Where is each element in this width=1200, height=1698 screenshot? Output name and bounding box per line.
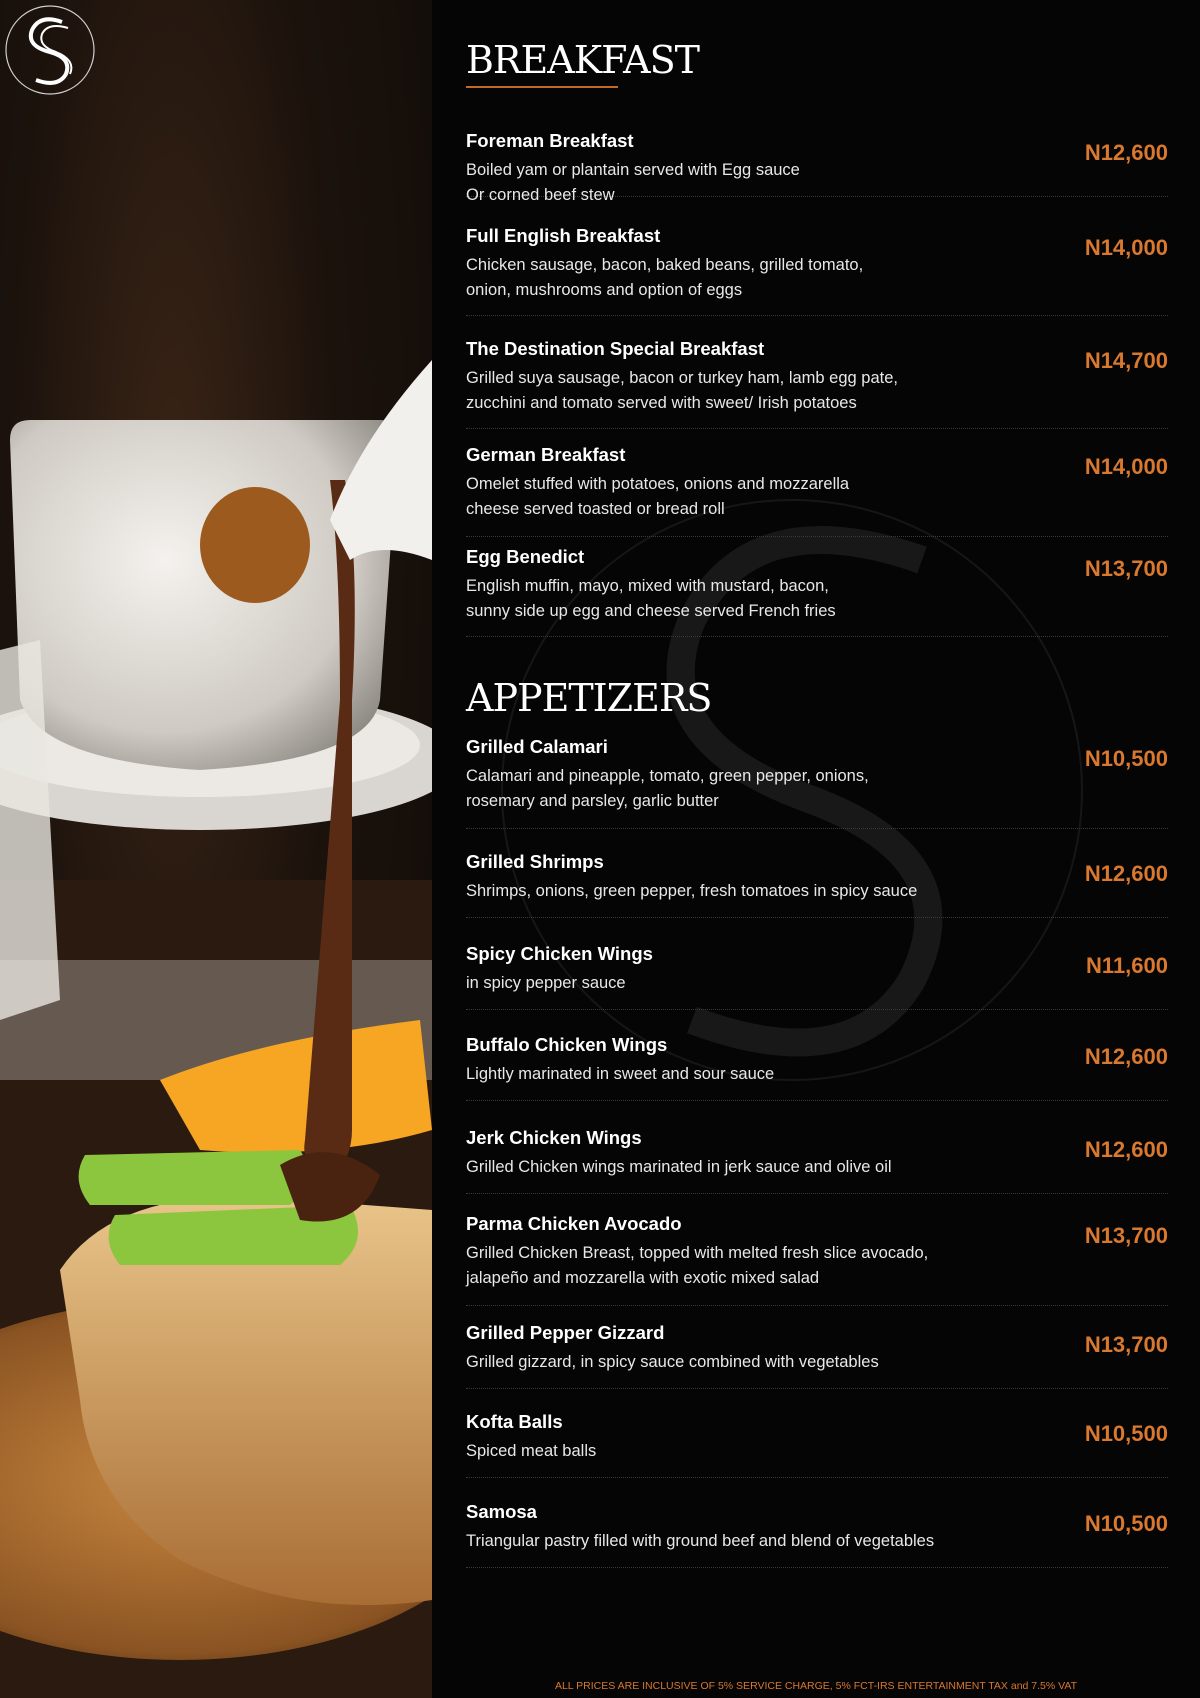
item-name: Grilled Pepper Gizzard <box>466 1322 665 1343</box>
item-price: N10,500 <box>1084 746 1168 771</box>
item-name: Samosa <box>466 1501 537 1522</box>
item-name: Grilled Calamari <box>466 736 608 757</box>
menu-item <box>466 444 1168 537</box>
item-price: N12,600 <box>1084 1137 1168 1162</box>
menu-panel <box>432 0 1200 1698</box>
menu-item <box>466 1501 1168 1568</box>
menu-item <box>466 1411 1168 1478</box>
appetizers-title: APPETIZERS <box>466 676 712 720</box>
item-price: N10,500 <box>1084 1511 1168 1536</box>
item-description: Spiced meat balls <box>466 1442 597 1460</box>
item-description: Boiled yam or plantain served with Egg sauce Or corned beef stew <box>466 161 800 204</box>
item-name: Grilled Shrimps <box>466 851 604 872</box>
menu-item <box>466 1322 1168 1389</box>
item-description: Chicken sausage, bacon, baked beans, grilled tomato, onion, mushrooms and option of eggs <box>466 256 864 299</box>
menu-item <box>466 338 1168 429</box>
item-description: Triangular pastry filled with ground beef and blend of vegetables <box>466 1532 935 1550</box>
item-description: Omelet stuffed with potatoes, onions and mozzarella cheese served toasted or bread roll <box>466 475 850 518</box>
item-name: Egg Benedict <box>466 546 585 567</box>
item-price: N11,600 <box>1086 953 1168 978</box>
item-description: Grilled suya sausage, bacon or turkey ham, lamb egg pate, zucchini and tomato served with sweet/ Irish potatoes <box>466 369 898 412</box>
item-name: Jerk Chicken Wings <box>466 1127 642 1148</box>
item-name: Kofta Balls <box>466 1411 563 1432</box>
item-price: N12,600 <box>1084 140 1168 165</box>
item-name: Buffalo Chicken Wings <box>466 1034 668 1055</box>
item-description: Shrimps, onions, green pepper, fresh tomatoes in spicy sauce <box>466 882 918 900</box>
menu-item <box>466 943 1168 1010</box>
item-price: N12,600 <box>1084 861 1168 886</box>
breakfast-title-rule <box>466 86 618 88</box>
item-price: N14,000 <box>1084 454 1168 479</box>
item-name: German Breakfast <box>466 444 626 465</box>
item-description: Lightly marinated in sweet and sour sauce <box>466 1065 775 1083</box>
menu-item <box>466 546 1168 637</box>
item-description: in spicy pepper sauce <box>466 974 626 992</box>
menu-item <box>466 130 1168 204</box>
item-description: Grilled Chicken Breast, topped with melted fresh slice avocado, jalapeño and mozzarella with exotic mixed salad <box>466 1244 929 1287</box>
menu-item <box>466 1127 1168 1194</box>
item-description: English muffin, mayo, mixed with mustard, bacon, sunny side up egg and cheese served French fries <box>466 577 836 620</box>
item-description: Calamari and pineapple, tomato, green pepper, onions, rosemary and parsley, garlic butter <box>466 767 869 810</box>
item-price: N13,700 <box>1084 1332 1168 1357</box>
menu-item <box>466 225 1168 316</box>
item-name: Full English Breakfast <box>466 225 661 246</box>
menu-item <box>466 1034 1168 1101</box>
item-price: N13,700 <box>1084 556 1168 581</box>
menu-item <box>466 736 1168 829</box>
item-description: Grilled gizzard, in spicy sauce combined with vegetables <box>466 1353 879 1371</box>
item-description: Grilled Chicken wings marinated in jerk sauce and olive oil <box>466 1158 892 1176</box>
menu-item <box>466 1213 1168 1306</box>
item-name: Parma Chicken Avocado <box>466 1213 682 1234</box>
item-name: The Destination Special Breakfast <box>466 338 765 359</box>
breakfast-title: BREAKFAST <box>466 38 699 82</box>
item-name: Foreman Breakfast <box>466 130 634 151</box>
item-price: N10,500 <box>1084 1421 1168 1446</box>
item-name: Spicy Chicken Wings <box>466 943 653 964</box>
food-photo <box>0 0 432 1698</box>
item-price: N14,700 <box>1084 348 1168 373</box>
item-price: N13,700 <box>1084 1223 1168 1248</box>
menu-item <box>466 851 1168 918</box>
price-disclaimer: ALL PRICES ARE INCLUSIVE OF 5% SERVICE CHARGE, 5% FCT-IRS ENTERTAINMENT TAX and 7.5% VAT <box>554 1680 1078 1692</box>
item-price: N12,600 <box>1084 1044 1168 1069</box>
food-photo-illustration <box>0 0 432 1698</box>
item-price: N14,000 <box>1084 235 1168 260</box>
ss-monogram-logo-icon <box>0 0 100 100</box>
